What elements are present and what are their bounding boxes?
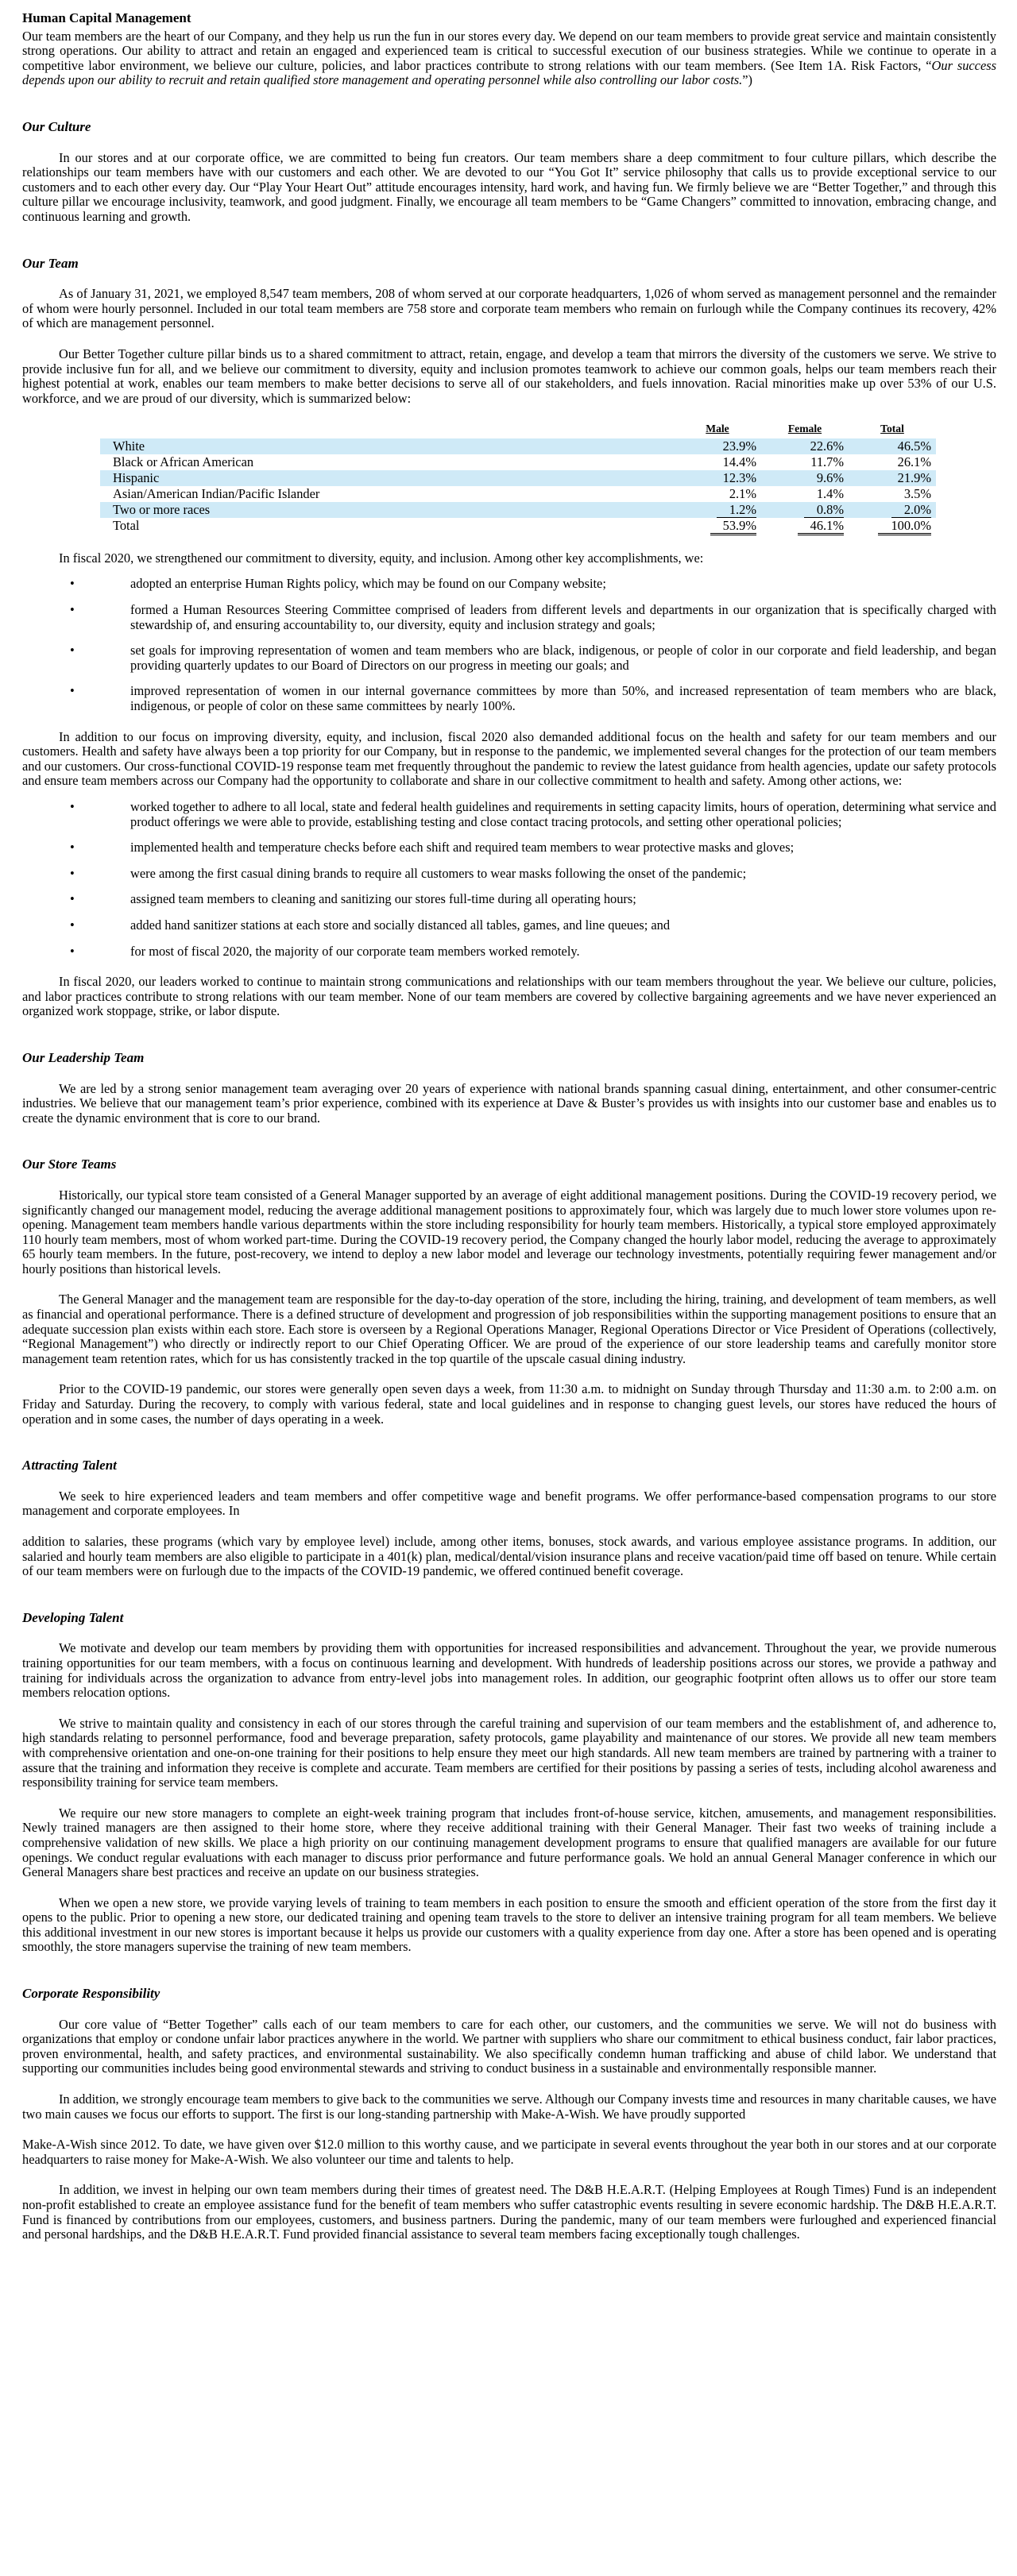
bullet-icon: • (70, 917, 75, 933)
heading-our-store-teams: Our Store Teams (22, 1157, 117, 1172)
developing-paragraph-3: We require our new store managers to complete an eight-week training program that includes front-of-house service, kitchen, amusements, and management responsibilities. Newly trained managers are then assigned to their home store, where they receive additional training with their General Manager. Their fast two weeks of training include a comprehensive validation of new skills. We place a high priority on our continuing management development programs to ensure that qualified managers are available for our future openings. We conduct regular evaluations with each manager to discuss prior performance and future performance goals. We hold an annual General Manager conference in which our General Managers share best practices and receive an update on our business strategies. (22, 1805, 996, 1880)
cell-female: 46.1% (761, 518, 849, 534)
table-row-total (100, 518, 936, 534)
cell-female: 0.8% (761, 502, 849, 518)
diversity-table (100, 422, 936, 534)
team-paragraph-1: As of January 31, 2021, we employed 8,547 team members, 208 of whom served at our corporate headquarters, 1,026 of whom served as management personnel and the remainder of whom were hourly personnel. Included in our total team members are 758 store and corporate team members who remain on furlough while the Company continues its recovery, 42% of which are management personnel. (22, 286, 996, 331)
cell-female: 9.6% (761, 470, 849, 486)
list-item: • implemented health and temperature checks before each shift and required team members to wear protective masks and gloves; (70, 840, 795, 855)
cell-total: 3.5% (903, 485, 931, 501)
team-paragraph-4: In addition to our focus on improving diversity, equity, and inclusion, fiscal 2020 also demanded additional focus on the health and safety for our team members and our customers. Health and safety have always been a top priority for our Company, but in response to the pandemic, we implemented several changes for the protection of our team members and our customers. Our cross-functional COVID-19 response team met frequently throughout the pandemic to review the latest guidance from health agencies, update our safety protocols and ensure team members across our Company had the opportunity to collaborate and share in our collective commitment to health and safety. Among other actions, we: (22, 728, 996, 789)
cell-male: 1.2% (674, 502, 761, 518)
col-total: Total (880, 423, 904, 435)
list-item: • were among the first casual dining brands to require all customers to wear masks following the onset of the pandemic; (70, 865, 747, 881)
cell-female: 11.7% (810, 454, 844, 469)
team-paragraph-5: In fiscal 2020, our leaders worked to continue to maintain strong communications and relationships with our team members throughout the year. We believe our culture, policies, and labor practices contribute to strong relations with our team member. None of our team members are covered by collective bargaining agreements and we have never experienced an organized work stoppage, strike, or labor dispute. (22, 974, 996, 1019)
cell-total: 2.0% (849, 502, 936, 518)
heading-developing-talent: Developing Talent (22, 1609, 124, 1625)
accomplishments-list (22, 577, 996, 713)
list-item: • adopted an enterprise Human Rights policy, which may be found on our Company website; (70, 576, 606, 592)
cell-male: 53.9% (674, 518, 761, 534)
list-item: • added hand sanitizer stations at each store and socially distanced all tables, games, and line queues; and (70, 917, 671, 933)
table-row (100, 502, 936, 518)
list-item: • set goals for improving representation of women and team members who are black, indigenous, or people of color in our corporate and field leadership, and began providing quarterly updates to our Board of Directors on our progress in meeting our goals; and (70, 643, 996, 673)
list-item: • formed a Human Resources Steering Committee comprised of leaders from different levels and departments in our organization that is specifically charged with stewardship of, and ensuring accountability to, our diversity, equity and inclusion strategy and goals; (70, 602, 996, 632)
table-row (100, 470, 936, 486)
list-item: • worked together to adhere to all local, state and federal health guidelines and requirements in setting capacity limits, hours of operation, determining what service and product offerings we were able to provide, establishing testing and close contact tracing protocols, and setting other operational policies; (70, 799, 996, 829)
health-safety-list (22, 800, 996, 959)
intro-text: Our team members are the heart of our Company, and they help us run the fun in our stores every day. We depend on our team members to provide great service and maintain consistently strong operations. Our ability to attract and retain an engaged and experienced team is critical to successful execution of our business strategies. While we continue to operate in a competitive labor environment, we believe our culture, policies, and labor practices contribute to strong relations with our team members. (See Item 1A. Risk Factors, “ (22, 28, 996, 73)
corporate-paragraph-2: In addition, we strongly encourage team members to give back to the communities we serve. Although our Company invests time and resources in many charitable causes, we have two main causes we focus our efforts to support. The first is our long-standing partnership with Make-A-Wish. We have proudly supported (22, 2091, 996, 2122)
bullet-icon: • (70, 799, 75, 814)
heading-corporate-responsibility: Corporate Responsibility (22, 1986, 160, 2002)
bullet-icon: • (70, 943, 75, 959)
bullet-icon: • (70, 602, 75, 618)
intro-risk-factor-italic: Our success depends upon our ability to recruit and retain qualified store management and operating personnel while also controlling our labor costs. (22, 57, 996, 88)
attracting-paragraph-1: We seek to hire experienced leaders and team members and offer competitive wage and benefit programs. We offer performance-based compensation programs to our store management and corporate employees. In (22, 1488, 996, 1519)
store-paragraph-1: Historically, our typical store team consisted of a General Manager supported by an average of eight additional management positions. During the COVID-19 recovery period, we significantly changed our management model, reducing the average additional management positions to approximately four, which was largely due to much lower store volumes upon re-opening. Management team members handle various departments within the store including responsibility for hourly team members. Historically, a typical store employed approximately 110 hourly team members, most of whom worked part-time. During the COVID-19 recovery period, the Company changed the hourly labor model, reducing the average to approximately 65 hourly team members. In the future, post-recovery, we intend to deploy a new labor model and leverage our technology investments, potentially requiring fewer management and/or hourly positions than historical levels. (22, 1187, 996, 1276)
developing-paragraph-1: We motivate and develop our team members by providing them with opportunities for increased responsibilities and advancement. Throughout the year, we provide numerous training opportunities for our team members, with a focus on continuous learning and development. With hundreds of leadership positions across our stores, we provide a pathway and training for individuals across the organization to advance from entry-level jobs into management roles. In addition, our geographic footprint often allows us to offer our store team members relocation options. (22, 1640, 996, 1701)
table-row (100, 438, 936, 454)
section-title: Human Capital Management (22, 10, 191, 25)
intro-text-end: ”) (742, 72, 753, 88)
corporate-paragraph-3: Make-A-Wish since 2012. To date, we have given over $12.0 million to this worthy cause, and we participate in several events throughout the year both in our stores and at our corporate headquarters to raise money for Make-A-Wish. We also volunteer our time and talents to help. (22, 2137, 996, 2167)
cell-male: 14.4% (722, 454, 756, 469)
row-label: Black or African American (113, 454, 254, 469)
list-item: • improved representation of women in our internal governance committees by more than 50%, and increased representation of team members who are black, indigenous, or people of color on these same committees by nearly 100%. (70, 683, 996, 714)
row-label: Hispanic (100, 470, 674, 486)
heading-attracting-talent: Attracting Talent (22, 1458, 117, 1473)
culture-paragraph: In our stores and at our corporate office, we are committed to being fun creators. Our team members share a deep commitment to four culture pillars, which describe the relationships our team members have with our customers and each other. We are devoted to our “You Got It” service philosophy that calls us to provide exceptional service to our customers and to each other every day. Our “Play Your Heart Out” attitude encourages intensity, hard work, and having fun. We firmly believe we are “Better Together,” and through this culture pillar we encourage inclusivity, teamwork, and good judgment. Finally, we encourage all team members to be “Game Changers” committed to innovation, embracing change, and continuous learning and growth. (22, 149, 996, 224)
row-label: Asian/American Indian/Pacific Islander (113, 485, 320, 501)
bullet-icon: • (70, 891, 75, 907)
bullet-icon: • (70, 683, 75, 699)
bullet-icon: • (70, 643, 75, 658)
cell-female: 1.4% (816, 485, 844, 501)
cell-female: 22.6% (761, 438, 849, 454)
row-label: White (100, 438, 674, 454)
bullet-icon: • (70, 840, 75, 855)
list-item: • for most of fiscal 2020, the majority of our corporate team members worked remotely. (70, 943, 580, 959)
store-paragraph-3: Prior to the COVID-19 pandemic, our stores were generally open seven days a week, from 11:30 a.m. to midnight on Sunday through Thursday and 11:30 a.m. to 2:00 a.m. on Friday and Saturday. During the recovery, to comply with various federal, state and local guidelines and in response to changing guest levels, our stores have reduced the hours of operation and in some cases, the number of days operating in a week. (22, 1381, 996, 1427)
col-female: Female (787, 423, 822, 435)
store-paragraph-2: The General Manager and the management team are responsible for the day-to-day operation of the store, including the hiring, training, and development of team members, as well as financial and operational performance. There is a defined structure of development and progression of job responsibilities within the supporting management positions to ensure that an adequate succession plan exists within each store. Each store is overseen by a Regional Operations Manager, Regional Operations Director or Vice President of Operations (collectively, “Regional Management”) who directly or indirectly report to our Chief Operating Officer. We are proud of the experience of our store leadership teams and carefully monitor store management team retention rates, which for us has consistently tracked in the top quartile of the upscale casual dining industry. (22, 1292, 996, 1366)
cell-total: 26.1% (897, 454, 931, 469)
developing-paragraph-2: We strive to maintain quality and consistency in each of our stores through the careful training and supervision of our team members and the establishment of, and adherence to, high standards relating to personnel performance, food and beverage preparation, safety protocols, game playability and maintenance of our stores. We provide all new team members with comprehensive orientation and one-on-one training for their positions to help ensure they meet our high standards. All new team members are trained by partnering with a trainer to assure that the training and information they receive is complete and accurate. Team members are certified for their positions by passing a series of tests, including alcohol awareness and responsibility training for service team members. (22, 1715, 996, 1790)
cell-male: 12.3% (674, 470, 761, 486)
cell-total: 46.5% (849, 438, 936, 454)
cell-total: 100.0% (849, 518, 936, 534)
table-row (100, 486, 936, 502)
row-label: Two or more races (100, 502, 674, 518)
intro-paragraph (22, 29, 996, 88)
team-paragraph-3: In fiscal 2020, we strengthened our commitment to diversity, equity, and inclusion. Among other key accomplishments, we: (59, 550, 704, 566)
team-paragraph-2: Our Better Together culture pillar binds us to a shared commitment to attract, retain, engage, and develop a team that mirrors the diversity of the customers we serve. We strive to provide inclusive fun for all, and we believe our commitment to diversity, equity and inclusion promotes teamwork to achieve our common goals, helps our team members reach their highest potential at work, enables our team members to make better decisions to serve all of our stakeholders, and fuels innovation. Racial minorities make up over 53% of our U.S. workforce, and we are proud of our diversity, which is summarized below: (22, 346, 996, 406)
diversity-table-header (100, 422, 936, 438)
heading-our-leadership-team: Our Leadership Team (22, 1049, 145, 1065)
heading-our-team: Our Team (22, 255, 79, 271)
developing-paragraph-4: When we open a new store, we provide varying levels of training to team members in each position to ensure the smooth and efficient operation of the store from the first day it opens to the public. Prior to opening a new store, our dedicated training and opening team travels to the store to deliver an intensive training program for all team members. We believe this additional investment in our new stores is important because it helps us provide our customers with a quality experience from day one. After a store has been opened and is operating smoothly, the store managers supervise the training of new team members. (22, 1894, 996, 1955)
cell-male: 23.9% (674, 438, 761, 454)
table-row (100, 454, 936, 470)
corporate-paragraph-1: Our core value of “Better Together” calls each of our team members to care for each other, our customers, and the communities we serve. We will not do business with organizations that employ or condone unfair labor practices anywhere in the world. We partner with suppliers who share our commitment to ethical business conduct, fair labor practices, proven environmental, health, and safety practices, and environmental sustainability. We also specifically condemn human trafficking and abuse of child labor. We understand that supporting our communities includes being good environmental stewards and striving to conduct business in a sustainable and environmentally responsible manner. (22, 2016, 996, 2076)
leadership-paragraph: We are led by a strong senior management team averaging over 20 years of experience with national brands spanning casual dining, entertainment, and other consumer-centric industries. We believe that our management team’s prior experience, combined with its experience at Dave & Buster’s provides us with insights into our customer base and enables us to create the dynamic environment that is core to our brand. (22, 1080, 996, 1126)
cell-male: 2.1% (729, 485, 756, 501)
heading-our-culture: Our Culture (22, 118, 91, 134)
list-item: • assigned team members to cleaning and sanitizing our stores full-time during all operating hours; (70, 891, 636, 907)
attracting-paragraph-2: addition to salaries, these programs (which vary by employee level) include, among other items, bonuses, stock awards, and various employee assistance programs. In addition, our salaried and hourly team members are also eligible to participate in a 401(k) plan, medical/dental/vision insurance plans and receive vacation/paid time off based on tenure. While certain of our team members were on furlough due to the impacts of the COVID-19 pandemic, we offered continued benefit coverage. (22, 1534, 996, 1579)
col-male: Male (706, 423, 729, 435)
row-label: Total (113, 517, 140, 533)
corporate-paragraph-4: In addition, we invest in helping our own team members during their times of greatest need. The D&B H.E.A.R.T. (Helping Employees at Rough Times) Fund is an independent non-profit established to create an employee assistance fund for the benefit of team members who suffer catastrophic events resulting in severe economic hardship. The D&B H.E.A.R.T. Fund is financed by contributions from our employees, customers, and business partners. During the pandemic, many of our team members were furloughed and experienced financial and personal hardships, and the D&B H.E.A.R.T. Fund provided financial assistance to several team members facing exceptionally tough challenges. (22, 2182, 996, 2242)
bullet-icon: • (70, 865, 75, 881)
bullet-icon: • (70, 576, 75, 592)
cell-total: 21.9% (849, 470, 936, 486)
